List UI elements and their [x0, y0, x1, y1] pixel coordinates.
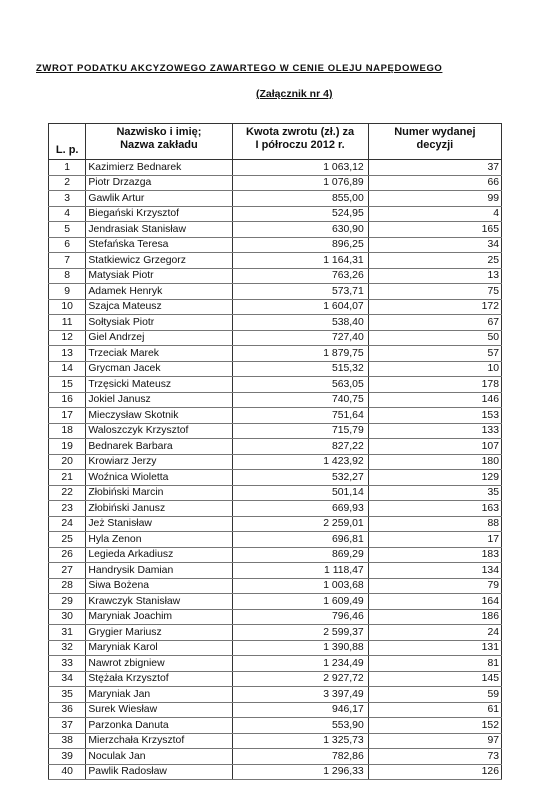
table-row: [49, 206, 502, 222]
row-number-cell: 16: [49, 392, 86, 408]
amount-cell: 946,17: [232, 702, 368, 718]
name-cell: Adamek Henryk: [86, 284, 232, 300]
table-row: [49, 237, 502, 253]
amount-cell: 553,90: [232, 718, 368, 734]
table-row: [49, 470, 502, 486]
amount-cell: 727,40: [232, 330, 368, 346]
table-row: [49, 392, 502, 408]
amount-cell: 827,22: [232, 439, 368, 455]
decision-number-cell: 24: [368, 625, 501, 641]
row-number-cell: 6: [49, 237, 86, 253]
decision-number-cell: 153: [368, 408, 501, 424]
name-cell: Statkiewicz Grzegorz: [86, 253, 232, 269]
decision-number-cell: 146: [368, 392, 501, 408]
row-number-cell: 18: [49, 423, 86, 439]
name-cell: Szajca Mateusz: [86, 299, 232, 315]
row-number-cell: 20: [49, 454, 86, 470]
table-row: [49, 191, 502, 207]
decision-number-cell: 129: [368, 470, 501, 486]
row-number-cell: 11: [49, 315, 86, 331]
decision-number-cell: 97: [368, 733, 501, 749]
name-cell: Trzeciak Marek: [86, 346, 232, 362]
row-number-cell: 40: [49, 764, 86, 780]
row-number-cell: 2: [49, 175, 86, 191]
amount-cell: 1 234,49: [232, 656, 368, 672]
name-cell: Kazimierz Bednarek: [86, 160, 232, 176]
amount-cell: 524,95: [232, 206, 368, 222]
table-row: [49, 284, 502, 300]
decision-number-cell: 134: [368, 563, 501, 579]
name-cell: Waloszczyk Krzysztof: [86, 423, 232, 439]
decision-number-cell: 186: [368, 609, 501, 625]
name-cell: Mieczysław Skotnik: [86, 408, 232, 424]
row-number-cell: 29: [49, 594, 86, 610]
decision-number-cell: 164: [368, 594, 501, 610]
name-cell: Maryniak Joachim: [86, 609, 232, 625]
amount-cell: 1 063,12: [232, 160, 368, 176]
table-row: [49, 764, 502, 780]
column-header-name-line1: Nazwisko i imię;: [116, 126, 202, 138]
table-row: [49, 315, 502, 331]
decision-number-cell: 35: [368, 485, 501, 501]
amount-cell: 896,25: [232, 237, 368, 253]
name-cell: Bednarek Barbara: [86, 439, 232, 455]
amount-cell: 1 423,92: [232, 454, 368, 470]
name-cell: Matysiak Piotr: [86, 268, 232, 284]
amount-cell: 740,75: [232, 392, 368, 408]
name-cell: Maryniak Jan: [86, 687, 232, 703]
decision-number-cell: 34: [368, 237, 501, 253]
table-row: [49, 594, 502, 610]
row-number-cell: 14: [49, 361, 86, 377]
amount-cell: 669,93: [232, 501, 368, 517]
amount-cell: 1 604,07: [232, 299, 368, 315]
amount-cell: 501,14: [232, 485, 368, 501]
row-number-cell: 9: [49, 284, 86, 300]
decision-number-cell: 50: [368, 330, 501, 346]
row-number-cell: 27: [49, 563, 86, 579]
amount-cell: 715,79: [232, 423, 368, 439]
amount-cell: 796,46: [232, 609, 368, 625]
decision-number-cell: 99: [368, 191, 501, 207]
name-cell: Parzonka Danuta: [86, 718, 232, 734]
table-row: [49, 656, 502, 672]
amount-cell: 751,64: [232, 408, 368, 424]
refund-table: [48, 123, 502, 780]
document-title: ZWROT PODATKU AKCYZOWEGO ZAWARTEGO W CENIE OLEJU NAPĘDOWEGO: [36, 63, 443, 74]
decision-number-cell: 37: [368, 160, 501, 176]
amount-cell: 763,26: [232, 268, 368, 284]
table-row: [49, 702, 502, 718]
amount-cell: 1 296,33: [232, 764, 368, 780]
table-row: [49, 485, 502, 501]
table-row: [49, 330, 502, 346]
amount-cell: 532,27: [232, 470, 368, 486]
table-row: [49, 609, 502, 625]
name-cell: Stężała Krzysztof: [86, 671, 232, 687]
decision-number-cell: 13: [368, 268, 501, 284]
decision-number-cell: 59: [368, 687, 501, 703]
name-cell: Grycman Jacek: [86, 361, 232, 377]
row-number-cell: 32: [49, 640, 86, 656]
table-row: [49, 268, 502, 284]
name-cell: Grygier Mariusz: [86, 625, 232, 641]
row-number-cell: 13: [49, 346, 86, 362]
decision-number-cell: 75: [368, 284, 501, 300]
amount-cell: 696,81: [232, 532, 368, 548]
name-cell: Mierzchała Krzysztof: [86, 733, 232, 749]
column-header-name: [86, 124, 232, 160]
table-row: [49, 501, 502, 517]
name-cell: Noculak Jan: [86, 749, 232, 765]
row-number-cell: 7: [49, 253, 86, 269]
decision-number-cell: 133: [368, 423, 501, 439]
amount-cell: 2 927,72: [232, 671, 368, 687]
decision-number-cell: 172: [368, 299, 501, 315]
name-cell: Siwa Bożena: [86, 578, 232, 594]
name-cell: Gawlik Artur: [86, 191, 232, 207]
row-number-cell: 36: [49, 702, 86, 718]
table-row: [49, 718, 502, 734]
name-cell: Biegański Krzysztof: [86, 206, 232, 222]
name-cell: Nawrot zbigniew: [86, 656, 232, 672]
name-cell: Sołtysiak Piotr: [86, 315, 232, 331]
name-cell: Krawczyk Stanisław: [86, 594, 232, 610]
amount-cell: 1 164,31: [232, 253, 368, 269]
row-number-cell: 10: [49, 299, 86, 315]
amount-cell: 1 118,47: [232, 563, 368, 579]
amount-cell: 1 879,75: [232, 346, 368, 362]
name-cell: Jokiel Janusz: [86, 392, 232, 408]
amount-cell: 2 599,37: [232, 625, 368, 641]
row-number-cell: 22: [49, 485, 86, 501]
decision-number-cell: 79: [368, 578, 501, 594]
decision-number-cell: 25: [368, 253, 501, 269]
decision-number-cell: 107: [368, 439, 501, 455]
decision-number-cell: 163: [368, 501, 501, 517]
table-body: [49, 160, 502, 780]
name-cell: Hyla Zenon: [86, 532, 232, 548]
amount-cell: 1 003,68: [232, 578, 368, 594]
amount-cell: 573,71: [232, 284, 368, 300]
row-number-cell: 30: [49, 609, 86, 625]
table-row: [49, 346, 502, 362]
name-cell: Handrysik Damian: [86, 563, 232, 579]
table-row: [49, 439, 502, 455]
name-cell: Pawlik Radosław: [86, 764, 232, 780]
decision-number-cell: 4: [368, 206, 501, 222]
row-number-cell: 34: [49, 671, 86, 687]
name-cell: Surek Wiesław: [86, 702, 232, 718]
table-row: [49, 222, 502, 238]
table-row: [49, 687, 502, 703]
row-number-cell: 15: [49, 377, 86, 393]
decision-number-cell: 81: [368, 656, 501, 672]
column-header-name-line2: Nazwa zakładu: [120, 139, 198, 151]
amount-cell: 782,86: [232, 749, 368, 765]
column-header-amount-line1: Kwota zwrotu (zł.) za: [246, 126, 355, 138]
name-cell: Woźnica Wioletta: [86, 470, 232, 486]
column-header-decision: [368, 124, 501, 160]
row-number-cell: 35: [49, 687, 86, 703]
table-row: [49, 361, 502, 377]
name-cell: Maryniak Karol: [86, 640, 232, 656]
table-row: [49, 253, 502, 269]
decision-number-cell: 180: [368, 454, 501, 470]
attachment-label: (Załącznik nr 4): [256, 88, 333, 100]
column-header-amount: [232, 124, 368, 160]
table-row: [49, 454, 502, 470]
row-number-cell: 37: [49, 718, 86, 734]
decision-number-cell: 131: [368, 640, 501, 656]
row-number-cell: 26: [49, 547, 86, 563]
column-header-decision-line1: Numer wydanej: [394, 126, 476, 138]
row-number-cell: 23: [49, 501, 86, 517]
decision-number-cell: 126: [368, 764, 501, 780]
table-row: [49, 532, 502, 548]
decision-number-cell: 66: [368, 175, 501, 191]
table-row: [49, 563, 502, 579]
decision-number-cell: 61: [368, 702, 501, 718]
amount-cell: 1 609,49: [232, 594, 368, 610]
amount-cell: 563,05: [232, 377, 368, 393]
amount-cell: 1 325,73: [232, 733, 368, 749]
amount-cell: 3 397,49: [232, 687, 368, 703]
table-row: [49, 749, 502, 765]
decision-number-cell: 67: [368, 315, 501, 331]
row-number-cell: 24: [49, 516, 86, 532]
decision-number-cell: 88: [368, 516, 501, 532]
amount-cell: 2 259,01: [232, 516, 368, 532]
decision-number-cell: 165: [368, 222, 501, 238]
name-cell: Krowiarz Jerzy: [86, 454, 232, 470]
column-header-lp: L. p.: [49, 124, 86, 160]
amount-cell: 630,90: [232, 222, 368, 238]
name-cell: Jeż Stanisław: [86, 516, 232, 532]
row-number-cell: 4: [49, 206, 86, 222]
row-number-cell: 39: [49, 749, 86, 765]
row-number-cell: 1: [49, 160, 86, 176]
table-row: [49, 547, 502, 563]
table-row: [49, 160, 502, 176]
row-number-cell: 8: [49, 268, 86, 284]
table-row: [49, 299, 502, 315]
row-number-cell: 21: [49, 470, 86, 486]
row-number-cell: 17: [49, 408, 86, 424]
table-row: [49, 733, 502, 749]
name-cell: Giel Andrzej: [86, 330, 232, 346]
decision-number-cell: 73: [368, 749, 501, 765]
decision-number-cell: 57: [368, 346, 501, 362]
row-number-cell: 33: [49, 656, 86, 672]
row-number-cell: 28: [49, 578, 86, 594]
decision-number-cell: 152: [368, 718, 501, 734]
row-number-cell: 38: [49, 733, 86, 749]
amount-cell: 869,29: [232, 547, 368, 563]
table-row: [49, 640, 502, 656]
decision-number-cell: 10: [368, 361, 501, 377]
row-number-cell: 25: [49, 532, 86, 548]
table-row: [49, 671, 502, 687]
name-cell: Złobiński Marcin: [86, 485, 232, 501]
row-number-cell: 31: [49, 625, 86, 641]
amount-cell: 1 076,89: [232, 175, 368, 191]
row-number-cell: 5: [49, 222, 86, 238]
table-row: [49, 408, 502, 424]
name-cell: Stefańska Teresa: [86, 237, 232, 253]
name-cell: Jendrasiak Stanisław: [86, 222, 232, 238]
column-header-amount-line2: I półroczu 2012 r.: [255, 139, 345, 151]
row-number-cell: 12: [49, 330, 86, 346]
amount-cell: 538,40: [232, 315, 368, 331]
row-number-cell: 19: [49, 439, 86, 455]
column-header-decision-line2: decyzji: [416, 139, 454, 151]
amount-cell: 1 390,88: [232, 640, 368, 656]
row-number-cell: 3: [49, 191, 86, 207]
table-row: [49, 377, 502, 393]
table-row: [49, 516, 502, 532]
table-row: [49, 175, 502, 191]
amount-cell: 515,32: [232, 361, 368, 377]
table-row: [49, 625, 502, 641]
table-row: [49, 578, 502, 594]
decision-number-cell: 183: [368, 547, 501, 563]
table-header-row: [49, 124, 502, 160]
amount-cell: 855,00: [232, 191, 368, 207]
name-cell: Piotr Drzazga: [86, 175, 232, 191]
name-cell: Złobiński Janusz: [86, 501, 232, 517]
table-row: [49, 423, 502, 439]
decision-number-cell: 178: [368, 377, 501, 393]
decision-number-cell: 145: [368, 671, 501, 687]
name-cell: Legieda Arkadiusz: [86, 547, 232, 563]
decision-number-cell: 17: [368, 532, 501, 548]
name-cell: Trzęsicki Mateusz: [86, 377, 232, 393]
